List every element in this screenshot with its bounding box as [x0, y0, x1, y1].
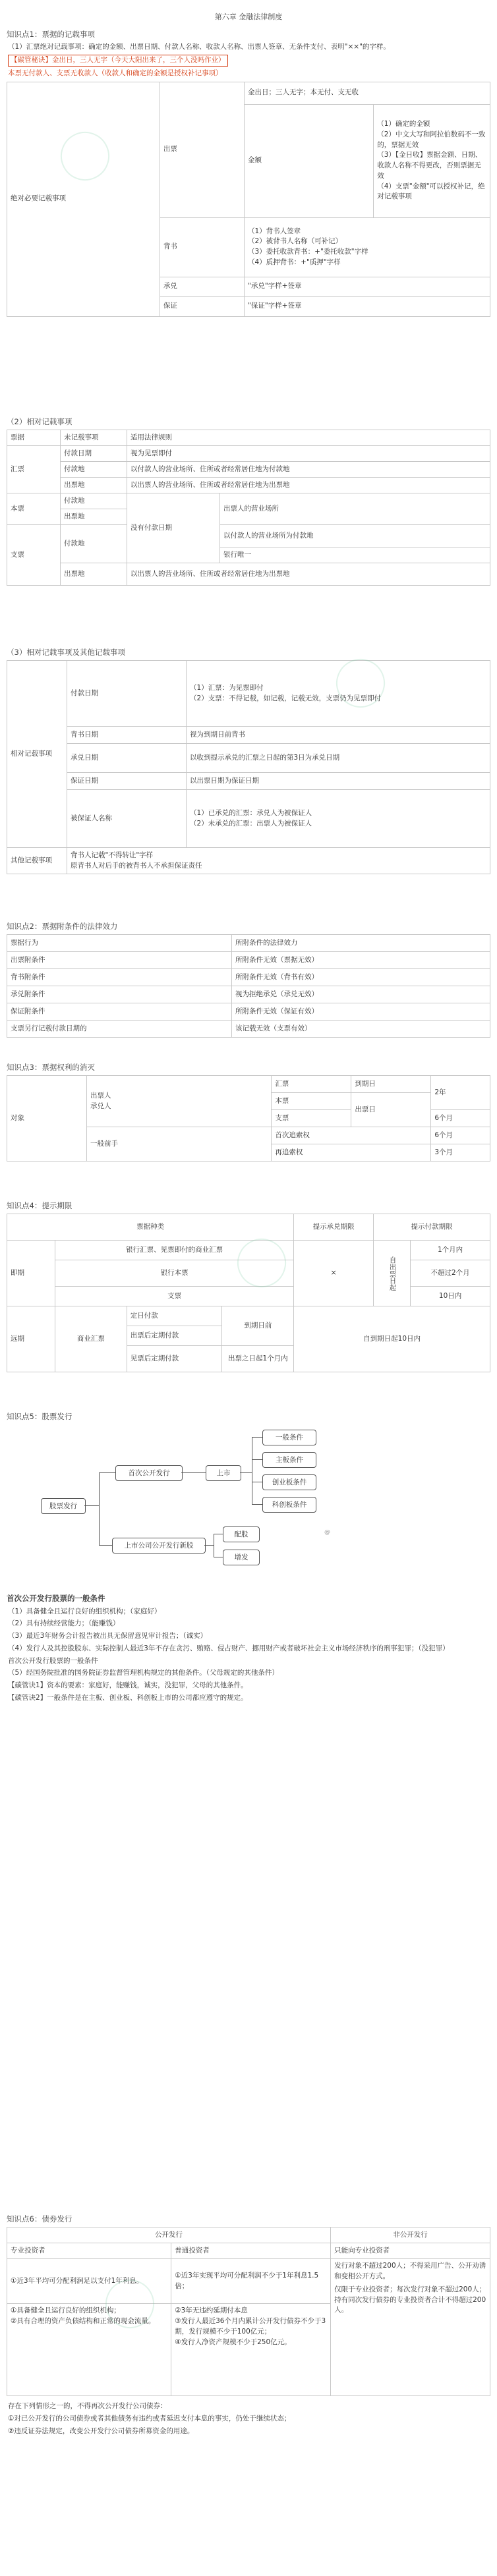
kp5-6m: 6个月: [431, 1110, 490, 1127]
kp6-1m: 1个月内: [411, 1241, 490, 1260]
kp7-title: 知识点5：股票发行: [7, 1412, 73, 1421]
kp4-r1-b: 所附条件无效（背书有效）: [232, 969, 490, 986]
kp6-section: [7, 1200, 490, 1372]
kp5-chupiao: 出票人 承兑人: [87, 1076, 272, 1127]
kp7-diagram: [7, 1424, 490, 1589]
kp1-jinchuri: 金出日；三人无字；本无付、支无收: [245, 82, 490, 104]
kp8-c2b: ②3年无违约延期付本息 ③发行人最近36个月内累计公开发行债券不少于3期，发行规模不少于100亿元； ④发行人净资产规模不少于250亿元。: [171, 2304, 331, 2396]
line: [181, 1472, 206, 1473]
kp5-yiban: 一般前手: [87, 1127, 272, 1162]
kp1-chengdui: 承兑: [160, 277, 244, 296]
kp6-cphdq: 出票后定期付款: [127, 1326, 222, 1346]
kp6-r3: 支票: [55, 1287, 293, 1306]
kp3-otherhead: 其他记载事项: [7, 848, 67, 874]
diagram-tj-0: 一般条件: [262, 1430, 316, 1445]
kp3-other2: 原背书人对后手的被背书人不承担保证责任: [71, 861, 202, 870]
kp6-head-1: 提示承兑期限: [294, 1214, 374, 1241]
line: [252, 1437, 262, 1438]
kp5-6mb: 6个月: [431, 1127, 490, 1144]
kp5-duixiang: 对象: [7, 1076, 87, 1162]
kp6-r2b: 不超过2个月: [411, 1260, 490, 1287]
kp3-bzritems: （1）已承兑的汇票：承兑人为被保证人 （2）未承兑的汇票：出票人为被保证人: [187, 790, 490, 848]
kp4-r3-b: 所附条件无效（保证有效）: [232, 1003, 490, 1021]
kp8-c1: ①近3年平均可分配利润足以支付1年利息。: [7, 2259, 171, 2304]
kp6-yuanqi: 远期: [7, 1306, 55, 1372]
line: [84, 1505, 99, 1506]
kp3-r2-b: 以出票日期为保证日期: [187, 773, 490, 790]
kp3-r0-b: 视为到期日前背书: [187, 727, 490, 744]
kp5-huipiao: 汇票: [272, 1076, 351, 1093]
kp4-title: 知识点2：票据附条件的法律效力: [7, 922, 118, 931]
kp3-r0-a: 背书日期: [67, 727, 187, 744]
kp2-r6-b: 以出票人的营业场所、住所或者经常居住地为出票地: [127, 563, 490, 586]
kp2-r2-b: 以出票人的营业场所、住所或者经常居住地为出票地: [127, 478, 490, 493]
kp8-table: [7, 2227, 490, 2396]
kp2-r3-a: 付款地: [61, 493, 127, 509]
kp6-head-0: 票据种类: [7, 1214, 294, 1241]
kp2-r6-a: 出票地: [61, 563, 127, 586]
kp5-title: 知识点3：票据权利的消灭: [7, 1063, 95, 1072]
kp6-dqrq: 到期日前: [222, 1306, 294, 1346]
kp4-r0-a: 出票附条件: [7, 952, 232, 969]
kp4-r4-b: 该记载无效（支票有效）: [232, 1021, 490, 1038]
kp1-text: （1）汇票绝对记载事项：确定的金额、出票日期、付款人名称、收款人名称、出票人签章、无条件支付、表明"××"的字样。: [8, 43, 390, 51]
kp4-head-1: 所附条件的法律效力: [232, 935, 490, 952]
kp7-item-7: 【碳管诀2】一般条件是在主板、创业板、科创板上市的公司都应遵守的规定。: [8, 1693, 248, 1702]
kp1-jine-items: （1）确定的金额 （2）中文大写和阿拉伯数码不一致的，票据无效 （3）【金日收】票据金额、日期、收款人名称不得更改，否则票据无效 （4）支票"金额"可以授权补记，绝对记载事项: [374, 104, 490, 217]
kp4-r2-a: 承兑附条件: [7, 986, 232, 1003]
kp2-head-2: 适用法律规则: [127, 430, 490, 446]
line: [99, 1472, 100, 1545]
kp5-2y: 2年: [431, 1076, 490, 1110]
kp1-rowhead: 绝对必要记载事项: [7, 82, 160, 316]
kp1-table: [7, 82, 490, 317]
kp5-table: [7, 1075, 490, 1162]
kp1-chengdui-val: "承兑"字样+签章: [245, 277, 490, 296]
kp2-r0-a: 付款日期: [61, 446, 127, 462]
kp6-dingri: 定日付款: [127, 1306, 222, 1326]
kp2-r2-a: 出票地: [61, 478, 127, 493]
line: [99, 1472, 115, 1473]
kp3-table: [7, 660, 490, 874]
kp8-footer-0: ①对已公开发行的公司债券或者其他债务有违约或者延迟支付本息的事实，仍处于继续状态；: [8, 2415, 291, 2422]
kp2-section: [7, 416, 490, 586]
kp1-red-note: 本票无付款人、支票无收款人（收款人和确定的金额是授权补记事项）: [8, 69, 223, 77]
kp3-r2-a: 保证日期: [67, 773, 187, 790]
kp5-benpiao: 本票: [272, 1093, 351, 1110]
kp3-fkitems: （1）汇票：为见票即付 （2）支票：不得记载，如记载，记载无效，支票仍为见票即付: [187, 661, 490, 727]
kp2-head-0: 票据: [7, 430, 61, 446]
kp7-subtitle: 首次公开发行股票的一般条件: [7, 1594, 105, 1604]
kp4-r4-a: 支票另行记载付款日期的: [7, 1021, 232, 1038]
kp1-beishu-items: （1）背书人签章 （2）被背书人名称（可补记） （3）委托收款背书：+"委托收款"字样 （4）质押背书：+"质押"字样: [245, 217, 490, 277]
kp1-baozheng: 保证: [160, 296, 244, 316]
page-header: 第六章 金融法律制度: [214, 13, 283, 21]
kp4-r3-a: 保证附条件: [7, 1003, 232, 1021]
diagram-shouci: 首次公开发行: [115, 1465, 183, 1481]
kp2-r1-b: 以付款人的营业场所、住所或者经常居住地为付款地: [127, 462, 490, 478]
kp4-r0-b: 所附条件无效（票据无效）: [232, 952, 490, 969]
kp1-baozheng-val: "保证"字样+签章: [245, 296, 490, 316]
kp7-item-5: （5）经国务院批准的国务院证券监督管理机构规定的其他条件。（父母规定的其他条件）: [8, 1669, 279, 1677]
line: [252, 1459, 262, 1460]
diagram-faxing: 股票发行: [41, 1498, 86, 1514]
kp8-head-0: 专业投资者: [7, 2243, 171, 2259]
kp4-r1-a: 背书附条件: [7, 969, 232, 986]
kp8-footer-1: ②违反证券法规定，改变公开发行公司债券所募资金的用途。: [8, 2426, 194, 2435]
kp6-zdqr: 自到期日起10日内: [294, 1306, 490, 1372]
kp4-r2-b: 视为拒绝承兑（承兑无效）: [232, 986, 490, 1003]
kp1-mnemonic: 【碳管秘诀】金出日，三人无字（今天大阳出来了，三个人没吗作业）: [8, 55, 228, 67]
kp6-r2: 银行本票: [55, 1260, 293, 1287]
kp8-section: [7, 2214, 490, 2439]
kp8-title: 知识点6：债券发行: [7, 2214, 73, 2224]
kp3-rowhead: 相对记载事项: [7, 661, 67, 848]
kp5-section: [7, 1062, 490, 1162]
kp7-item-6: 【碳管诀1】资本的要素：家庭好，能赚钱，诚实，没犯罪，父母的其他条件。: [8, 1681, 248, 1689]
line: [99, 1545, 112, 1546]
kp5-3m: 3个月: [431, 1144, 490, 1162]
kp2-zhipiao: 支票: [7, 525, 61, 586]
kp6-cpzr: 出票之日起1个月内: [222, 1346, 294, 1372]
kp6-title: 知识点4：提示期限: [7, 1201, 73, 1210]
kp7-item-2: （3）最近3年财务会计报告被出具无保留意见审计报告；（诚实）: [8, 1632, 208, 1640]
kp6-head-2: 提示付款期限: [374, 1214, 490, 1241]
kp3-other1: 背书人记载"不得转让"字样: [71, 851, 154, 859]
kp2-bank: 银行唯一: [220, 547, 490, 563]
kp6-jph: 见票后定期付款: [127, 1346, 222, 1372]
kp6-zcpr: 自出票日起: [374, 1241, 411, 1306]
diagram-shangshi: 上市: [206, 1465, 241, 1481]
kp3-section: [7, 647, 490, 874]
kp2-benpiao: 本票: [7, 493, 61, 525]
kp7-item-4: 首次公开发行股票的一般条件: [8, 1656, 98, 1665]
kp4-head-0: 票据行为: [7, 935, 232, 952]
diagram-tj-2: 创业板条件: [262, 1474, 316, 1490]
kp2-r1-a: 付款地: [61, 462, 127, 478]
kp1-outpiao: 出票: [160, 82, 244, 217]
kp5-shouci: 首次追索权: [272, 1127, 431, 1144]
kp5-cpr: 出票日: [351, 1093, 431, 1127]
kp2-title: （2）相对记载事项: [7, 417, 73, 426]
kp8-head-2: 只能向专业投资者: [331, 2243, 490, 2259]
line: [252, 1504, 262, 1505]
kp8-footer-title: 存在下列情形之一的，不得再次公开发行公司债券：: [8, 2402, 167, 2411]
kp7-section: [7, 1411, 490, 1706]
kp7-item-1: （2）具有持续经营能力；（能赚钱）: [8, 1619, 120, 1628]
diagram-zengfa: 增发: [223, 1550, 260, 1565]
kp7-item-0: （1）具备健全且运行良好的组织机构；（家庭好）: [8, 1607, 161, 1615]
kp6-r3b: 10日内: [411, 1287, 490, 1306]
diagram-shangshi-gs: 上市公司公开发行新股: [112, 1538, 206, 1554]
line: [204, 1545, 214, 1546]
kp8-c3b: 仅限于专业投资者；每次发行对象不超过200人；持有同次发行债券的专业投资者合计不得超过200人。: [334, 2285, 486, 2314]
kp6-shangye: 商业汇票: [55, 1306, 127, 1372]
kp4-section: [7, 921, 490, 1038]
kp2-r5-b: 以付款人的营业场所为付款地: [220, 525, 490, 547]
kp2-r3-b: 出票人的营业场所: [220, 493, 490, 525]
kp3-bzr: 被保证人名称: [67, 790, 187, 848]
kp8-c3: 发行对象不超过200人；不得采用广告、公开劝诱和变相公开方式。: [334, 2262, 486, 2280]
diagram-tj-1: 主板条件: [262, 1452, 316, 1468]
diagram-stamp: @: [324, 1529, 330, 1536]
kp6-r1: 银行汇票、见票即付的商业汇票: [55, 1241, 293, 1260]
kp2-r4-a: 出票地: [61, 509, 127, 525]
kp1-beishu: 背书: [160, 217, 244, 277]
kp2-head-1: 未记载事项: [61, 430, 127, 446]
kp8-headtop-1: 非公开发行: [331, 2227, 490, 2243]
kp1-title: 知识点1：票据的记载事项: [7, 30, 95, 39]
diagram-peigu: 配股: [223, 1526, 260, 1542]
line: [240, 1472, 252, 1473]
kp5-zaici: 再追索权: [272, 1144, 431, 1162]
kp2-nodate: 没有付款日期: [127, 493, 220, 563]
kp2-r5-a: 付款地: [61, 525, 127, 563]
kp2-r0-b: 视为见票即付: [127, 446, 490, 462]
kp3-fkdate: 付款日期: [67, 661, 187, 727]
kp3-r1-b: 以收到提示承兑的汇票之日起的第3日为承兑日期: [187, 744, 490, 773]
kp8-headtop-0: 公开发行: [7, 2227, 331, 2243]
kp6-table: [7, 1214, 490, 1372]
kp5-zhipiao: 支票: [272, 1110, 351, 1127]
kp2-table: [7, 430, 490, 586]
kp6-r1b: ×: [294, 1241, 374, 1306]
diagram-tj-3: 科创板条件: [262, 1497, 316, 1513]
kp8-head-1: 普通投资者: [171, 2243, 331, 2259]
kp3-title: （3）相对记载事项及其他记载事项: [7, 648, 125, 657]
kp1-jine: 金额: [245, 104, 374, 217]
kp3-r1-a: 承兑日期: [67, 744, 187, 773]
kp5-daoqi: 到期日: [351, 1076, 431, 1093]
kp2-huipiao: 汇票: [7, 446, 61, 493]
kp7-item-3: （4）发行人及其控股股东、实际控制人最近3年不存在贪污、贿赂、侵占财产、挪用财产或者破坏社会主义市场经济秩序的刑事犯罪；（没犯罪）: [8, 1644, 450, 1652]
kp8-c1b: ①具备健全且运行良好的组织机构； ②具有合理的资产负债结构和正常的现金流量。: [7, 2304, 171, 2396]
kp6-jiqi: 即期: [7, 1241, 55, 1306]
kp4-table: [7, 934, 490, 1038]
kp8-c2: ①近3年实现平均可分配利润不少于1年利息1.5倍；: [171, 2259, 331, 2304]
